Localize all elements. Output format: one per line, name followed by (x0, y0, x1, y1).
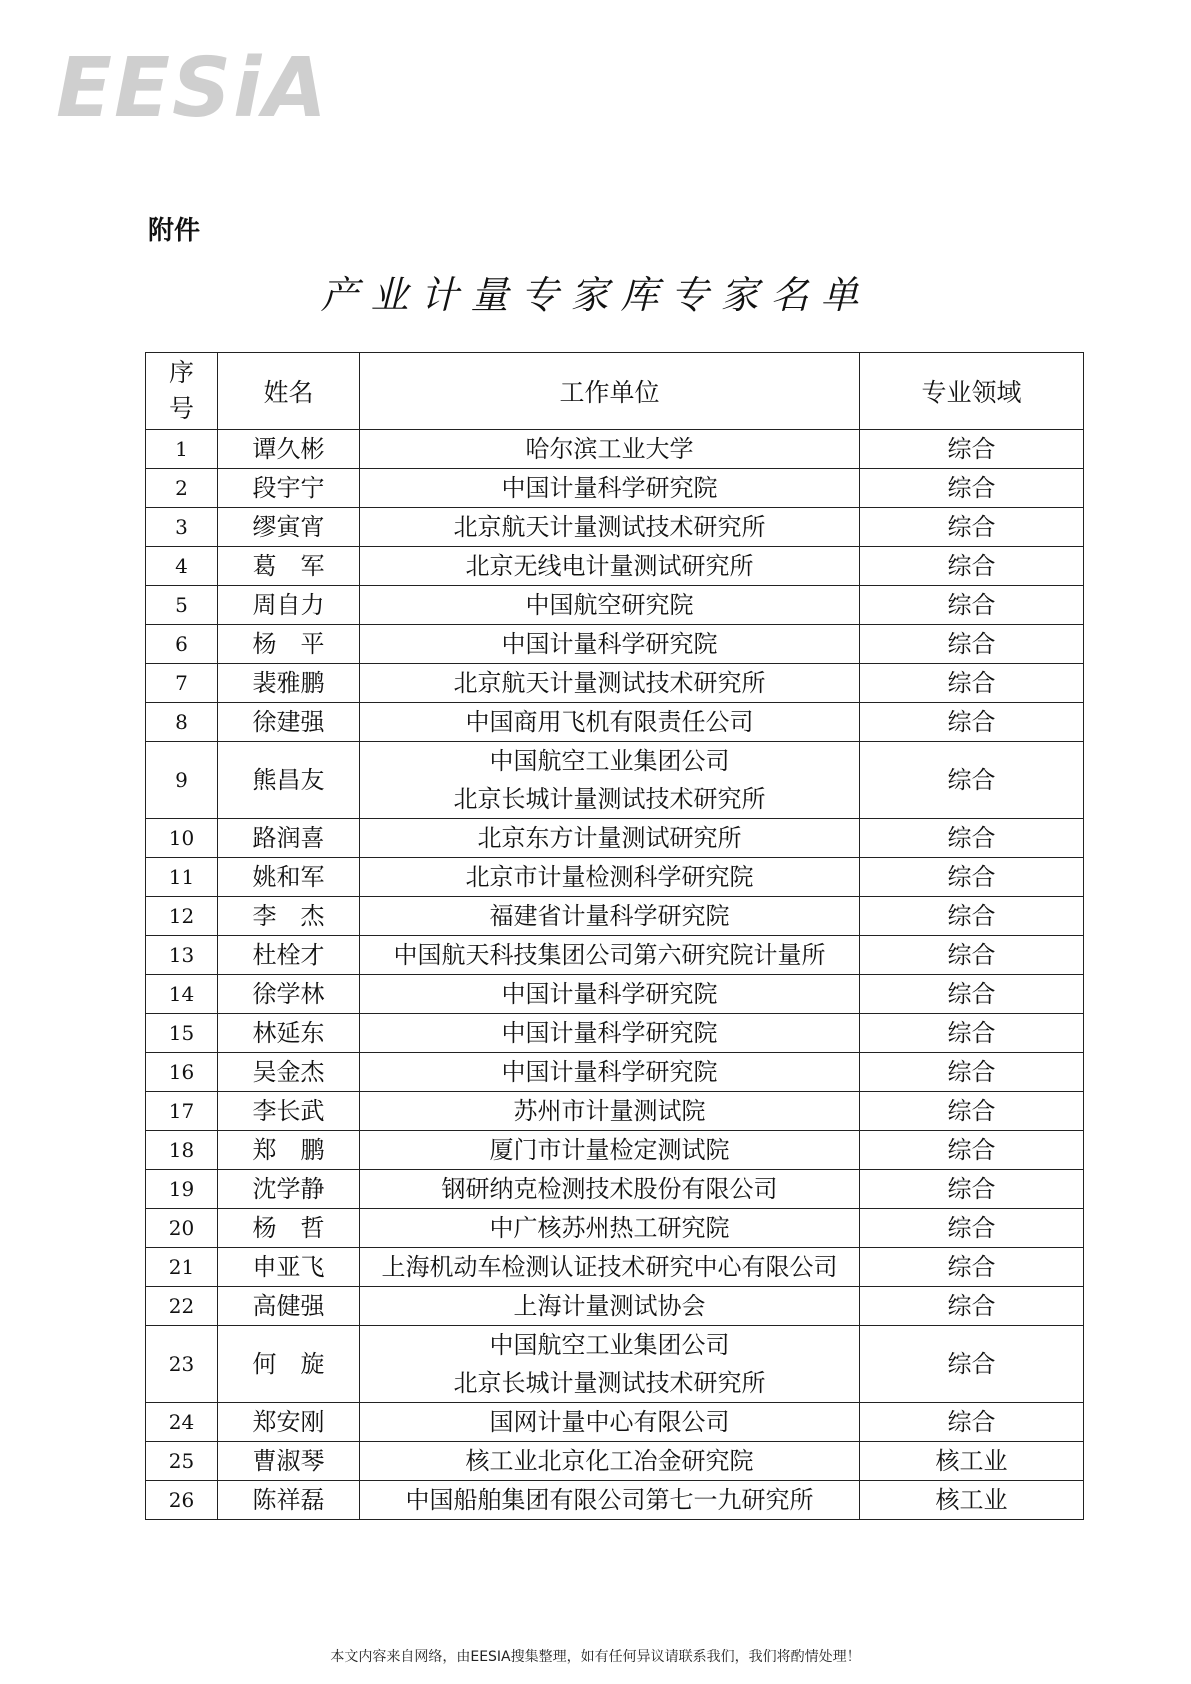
cell-unit-line: 北京无线电计量测试研究所 (465, 552, 754, 580)
header-no-line1: 序 (168, 358, 194, 387)
cell-field: 综合 (860, 1248, 1084, 1287)
cell-unit-line: 钢研纳克检测技术股份有限公司 (441, 1175, 778, 1203)
cell-name: 周自力 (218, 586, 360, 625)
cell-field: 综合 (860, 508, 1084, 547)
cell-name: 林延东 (218, 1014, 360, 1053)
cell-unit (360, 1481, 860, 1520)
cell-no: 2 (146, 469, 218, 508)
cell-unit-line: 北京长城计量测试技术研究所 (453, 1369, 766, 1397)
cell-no: 17 (146, 1092, 218, 1131)
cell-field: 综合 (860, 547, 1084, 586)
cell-no: 10 (146, 819, 218, 858)
cell-field: 综合 (860, 975, 1084, 1014)
cell-field: 综合 (860, 1170, 1084, 1209)
cell-no: 21 (146, 1248, 218, 1287)
cell-unit-line: 北京航天计量测试技术研究所 (453, 513, 766, 541)
cell-unit (360, 1053, 860, 1092)
cell-unit (360, 508, 860, 547)
header-no-line2: 号 (168, 394, 194, 423)
cell-no: 6 (146, 625, 218, 664)
cell-field: 综合 (860, 1053, 1084, 1092)
cell-field: 综合 (860, 742, 1084, 819)
cell-name: 谭久彬 (218, 430, 360, 469)
cell-no: 7 (146, 664, 218, 703)
table-row (146, 1170, 1084, 1209)
eesia-logo: EESiA (56, 41, 329, 136)
cell-unit-line: 中广核苏州热工研究院 (489, 1214, 730, 1242)
cell-unit (360, 1326, 860, 1403)
cell-unit-line: 福建省计量科学研究院 (489, 902, 730, 930)
cell-no: 26 (146, 1481, 218, 1520)
cell-field: 核工业 (860, 1481, 1084, 1520)
cell-name: 郑 鹏 (218, 1131, 360, 1170)
cell-unit-line: 上海计量测试协会 (513, 1292, 706, 1320)
cell-unit (360, 858, 860, 897)
cell-no: 16 (146, 1053, 218, 1092)
cell-unit-line: 北京长城计量测试技术研究所 (453, 785, 766, 813)
cell-unit (360, 625, 860, 664)
cell-name: 裴雅鹏 (218, 664, 360, 703)
cell-unit (360, 1248, 860, 1287)
cell-unit-line: 北京航天计量测试技术研究所 (453, 669, 766, 697)
cell-unit-line: 中国计量科学研究院 (501, 980, 718, 1008)
expert-table (145, 352, 1084, 1520)
cell-field: 综合 (860, 1014, 1084, 1053)
table-row (146, 508, 1084, 547)
table-row (146, 1248, 1084, 1287)
cell-name: 李 杰 (218, 897, 360, 936)
cell-unit (360, 742, 860, 819)
table-row (146, 547, 1084, 586)
table-row (146, 858, 1084, 897)
table-row (146, 1209, 1084, 1248)
cell-unit-line: 哈尔滨工业大学 (525, 435, 694, 463)
table-row (146, 975, 1084, 1014)
cell-no: 22 (146, 1287, 218, 1326)
cell-no: 4 (146, 547, 218, 586)
cell-field: 综合 (860, 897, 1084, 936)
cell-no: 11 (146, 858, 218, 897)
cell-field: 综合 (860, 1287, 1084, 1326)
cell-name: 段宇宁 (218, 469, 360, 508)
cell-no: 19 (146, 1170, 218, 1209)
cell-no: 25 (146, 1442, 218, 1481)
cell-unit (360, 897, 860, 936)
cell-name: 熊昌友 (218, 742, 360, 819)
cell-field: 综合 (860, 936, 1084, 975)
cell-unit-line: 中国航空工业集团公司 (489, 1331, 730, 1359)
cell-name: 郑安刚 (218, 1403, 360, 1442)
cell-unit-line: 中国航天科技集团公司第六研究院计量所 (393, 941, 826, 969)
table-row (146, 1403, 1084, 1442)
cell-unit (360, 664, 860, 703)
table-row (146, 936, 1084, 975)
cell-unit-line: 中国计量科学研究院 (501, 474, 718, 502)
cell-unit-line: 苏州市计量测试院 (513, 1097, 706, 1125)
cell-name: 姚和军 (218, 858, 360, 897)
cell-no: 20 (146, 1209, 218, 1248)
table-row (146, 1287, 1084, 1326)
cell-name: 曹淑琴 (218, 1442, 360, 1481)
table-row (146, 1442, 1084, 1481)
cell-unit (360, 1287, 860, 1326)
cell-unit-line: 中国计量科学研究院 (501, 630, 718, 658)
cell-no: 23 (146, 1326, 218, 1403)
header-field: 专业领域 (860, 353, 1084, 430)
cell-unit (360, 1403, 860, 1442)
cell-unit-line: 中国计量科学研究院 (501, 1058, 718, 1086)
cell-unit-line: 核工业北京化工冶金研究院 (465, 1447, 754, 1475)
table-row (146, 819, 1084, 858)
table-body (146, 430, 1084, 1520)
table-row (146, 586, 1084, 625)
attachment-label: 附件 (148, 216, 201, 246)
cell-no: 9 (146, 742, 218, 819)
cell-unit (360, 1209, 860, 1248)
cell-unit-line: 中国计量科学研究院 (501, 1019, 718, 1047)
table-row (146, 897, 1084, 936)
cell-unit (360, 1170, 860, 1209)
cell-no: 13 (146, 936, 218, 975)
cell-no: 14 (146, 975, 218, 1014)
table-header-row (146, 353, 1084, 430)
cell-unit-line: 北京市计量检测科学研究院 (465, 863, 754, 891)
cell-name: 高健强 (218, 1287, 360, 1326)
table-row (146, 625, 1084, 664)
cell-no: 15 (146, 1014, 218, 1053)
cell-no: 5 (146, 586, 218, 625)
page-title: 产业计量专家库专家名单 (320, 273, 871, 317)
cell-unit (360, 703, 860, 742)
cell-unit (360, 1014, 860, 1053)
table-row (146, 469, 1084, 508)
cell-no: 3 (146, 508, 218, 547)
cell-unit (360, 1092, 860, 1131)
cell-field: 综合 (860, 469, 1084, 508)
cell-unit (360, 1442, 860, 1481)
cell-unit-line: 中国航空研究院 (525, 591, 694, 619)
cell-name: 杨 哲 (218, 1209, 360, 1248)
header-unit: 工作单位 (360, 353, 860, 430)
cell-field: 综合 (860, 1092, 1084, 1131)
cell-unit-line: 北京东方计量测试研究所 (477, 824, 742, 852)
table-row (146, 742, 1084, 819)
cell-no: 8 (146, 703, 218, 742)
table-row (146, 664, 1084, 703)
cell-unit (360, 547, 860, 586)
cell-field: 综合 (860, 586, 1084, 625)
cell-unit (360, 975, 860, 1014)
cell-field: 综合 (860, 1131, 1084, 1170)
cell-name: 申亚飞 (218, 1248, 360, 1287)
cell-unit-line: 中国商用飞机有限责任公司 (465, 708, 754, 736)
cell-name: 路润喜 (218, 819, 360, 858)
cell-name: 杨 平 (218, 625, 360, 664)
cell-unit-line: 中国船舶集团有限公司第七一九研究所 (405, 1486, 814, 1514)
cell-name: 陈祥磊 (218, 1481, 360, 1520)
cell-name: 徐建强 (218, 703, 360, 742)
cell-name: 徐学林 (218, 975, 360, 1014)
cell-unit (360, 819, 860, 858)
table-row (146, 1053, 1084, 1092)
cell-field: 综合 (860, 858, 1084, 897)
cell-field: 综合 (860, 430, 1084, 469)
cell-unit (360, 586, 860, 625)
table-row (146, 1326, 1084, 1403)
cell-name: 葛 军 (218, 547, 360, 586)
header-no (146, 353, 218, 430)
table-row (146, 430, 1084, 469)
cell-unit-line: 国网计量中心有限公司 (489, 1408, 730, 1436)
cell-unit-line: 厦门市计量检定测试院 (489, 1136, 730, 1164)
cell-field: 综合 (860, 703, 1084, 742)
cell-field: 综合 (860, 664, 1084, 703)
cell-unit (360, 469, 860, 508)
cell-name: 杜栓才 (218, 936, 360, 975)
cell-name: 吴金杰 (218, 1053, 360, 1092)
cell-no: 12 (146, 897, 218, 936)
cell-field: 综合 (860, 1403, 1084, 1442)
cell-field: 核工业 (860, 1442, 1084, 1481)
cell-no: 18 (146, 1131, 218, 1170)
cell-unit-line: 中国航空工业集团公司 (489, 747, 730, 775)
cell-name: 李长武 (218, 1092, 360, 1131)
cell-name: 缪寅宵 (218, 508, 360, 547)
cell-field: 综合 (860, 1209, 1084, 1248)
table-row (146, 703, 1084, 742)
cell-unit-line: 上海机动车检测认证技术研究中心有限公司 (381, 1253, 838, 1281)
table-row (146, 1014, 1084, 1053)
cell-unit (360, 936, 860, 975)
cell-field: 综合 (860, 1326, 1084, 1403)
cell-field: 综合 (860, 819, 1084, 858)
header-name: 姓名 (218, 353, 360, 430)
cell-no: 24 (146, 1403, 218, 1442)
cell-no: 1 (146, 430, 218, 469)
cell-unit (360, 430, 860, 469)
footer-disclaimer: 本文内容来自网络，由EESIA搜集整理，如有任何异议请联系我们，我们将酌情处理！ (330, 1649, 861, 1665)
cell-name: 何 旋 (218, 1326, 360, 1403)
cell-field: 综合 (860, 625, 1084, 664)
table-row (146, 1131, 1084, 1170)
table-row (146, 1481, 1084, 1520)
cell-unit (360, 1131, 860, 1170)
table-row (146, 1092, 1084, 1131)
cell-name: 沈学静 (218, 1170, 360, 1209)
